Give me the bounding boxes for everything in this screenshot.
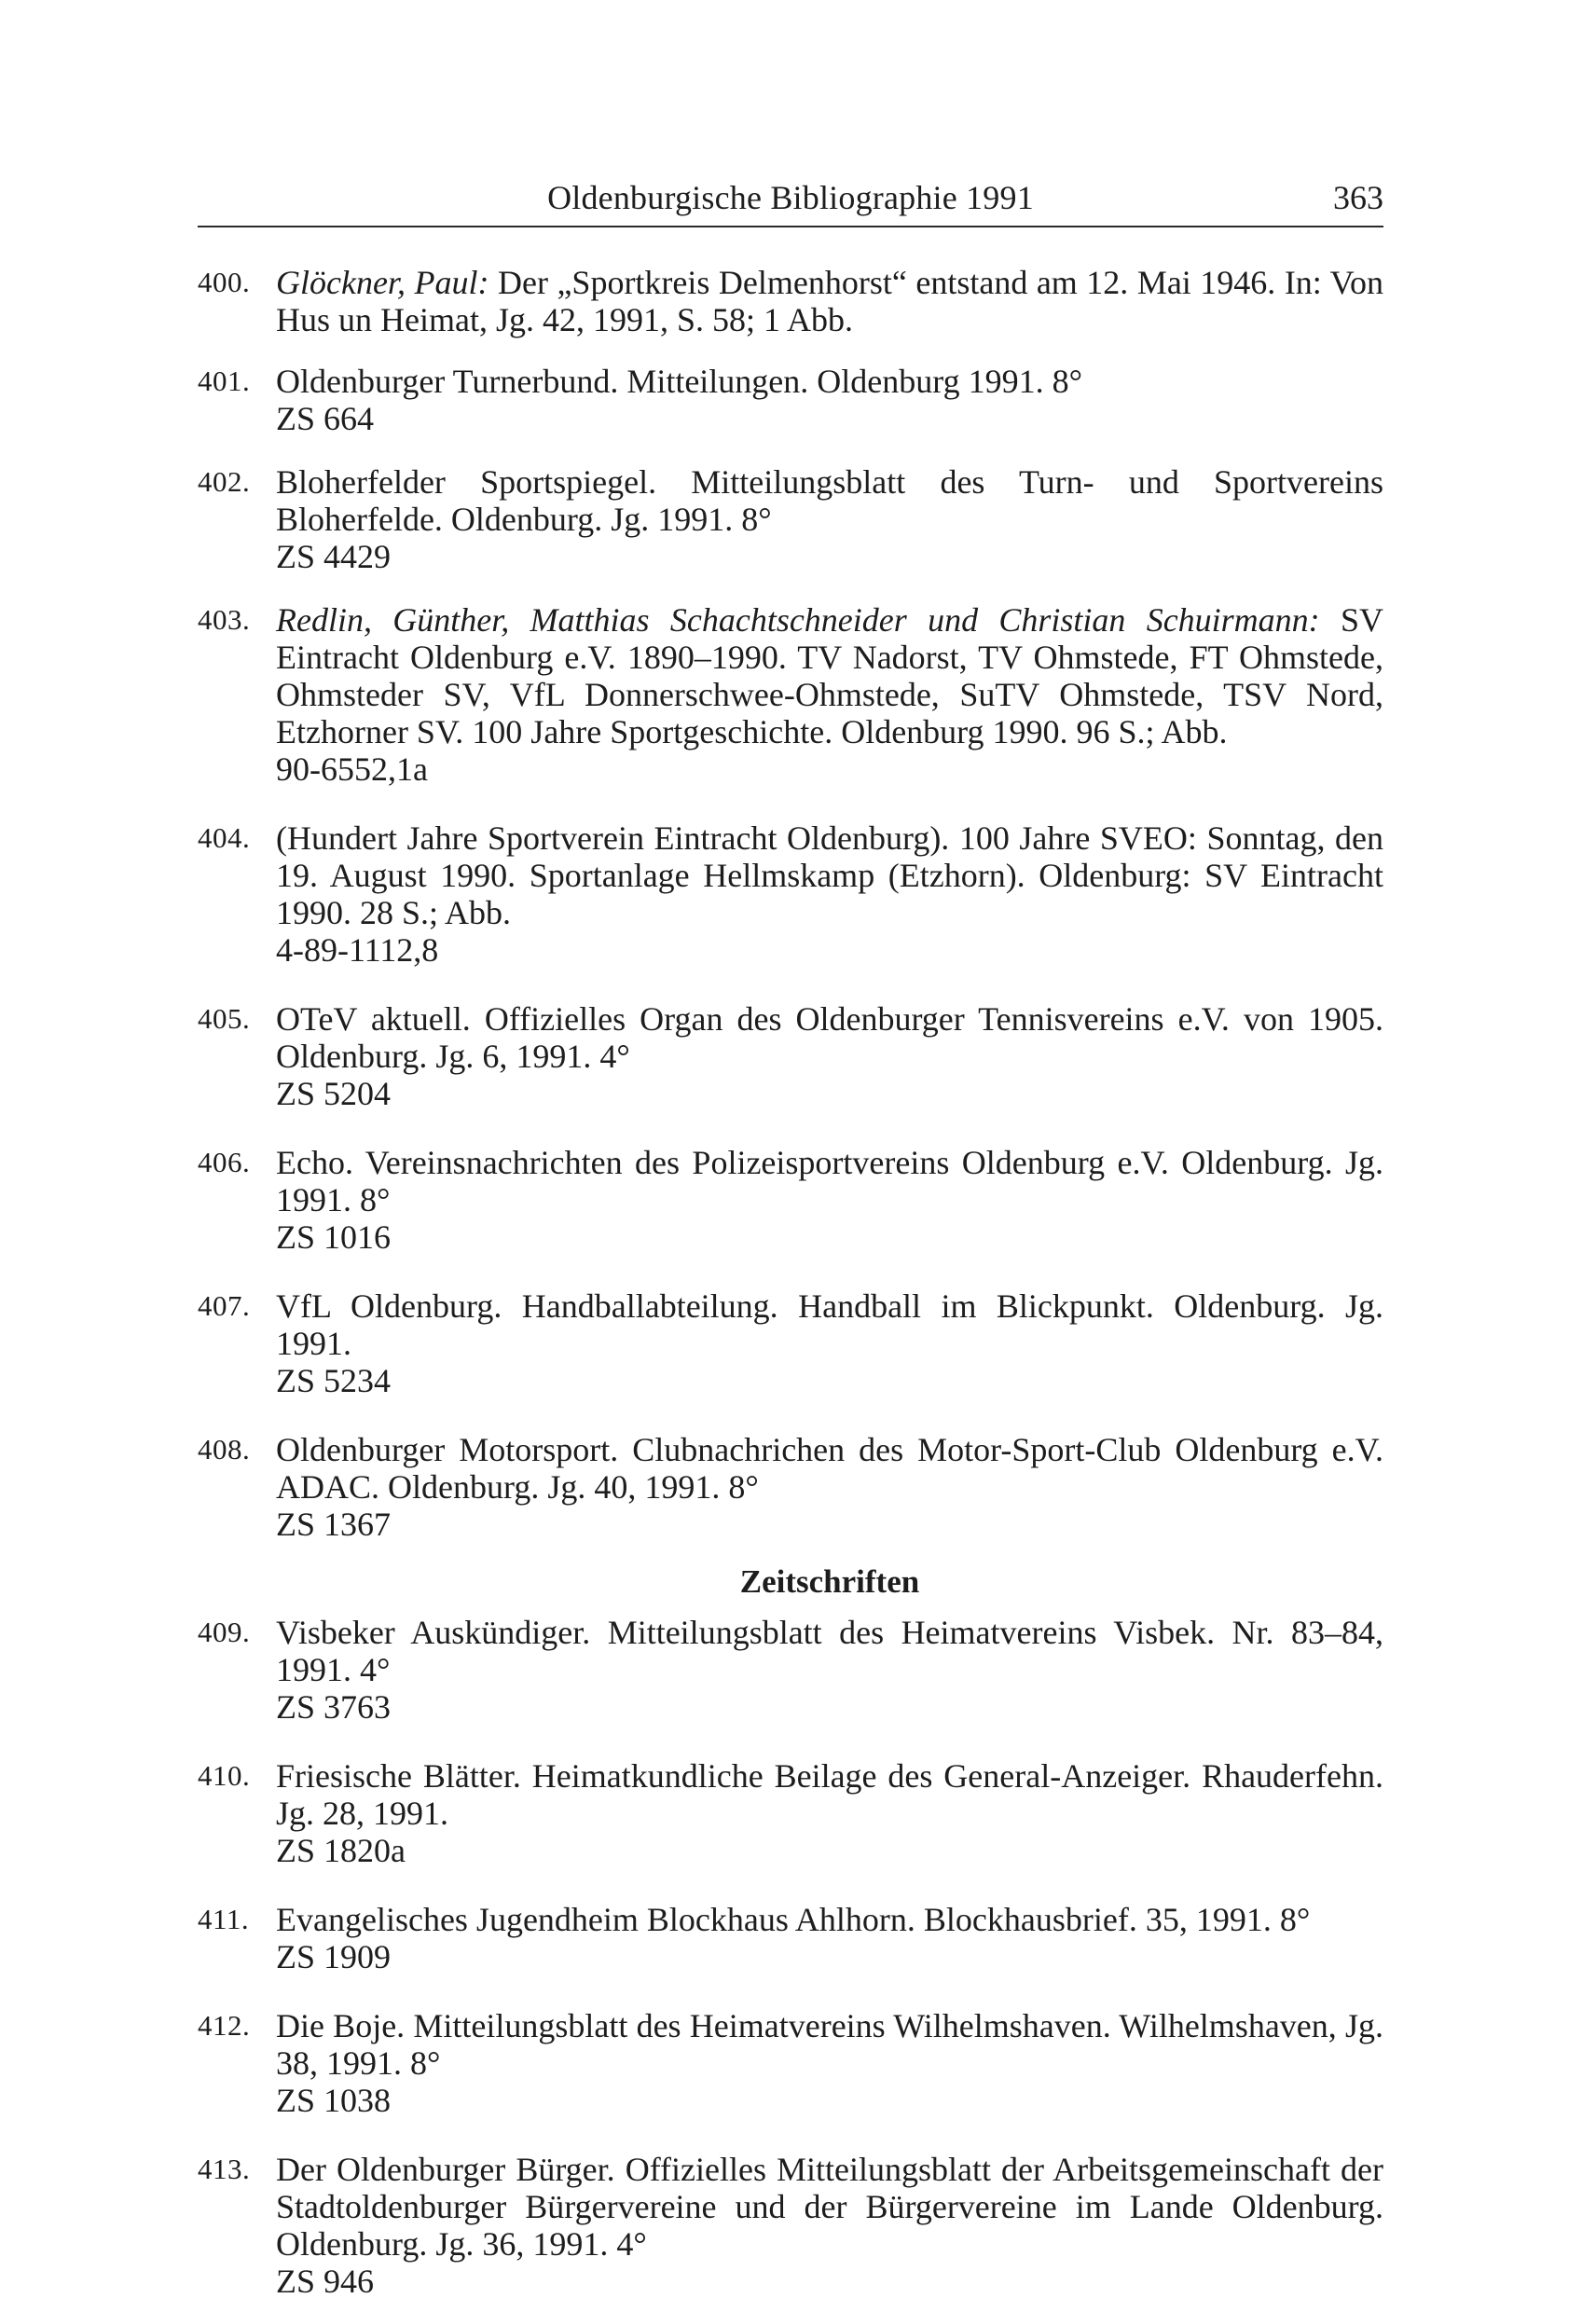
entry-description: SV Eintracht Oldenburg e.V. 1890–1990. TV Nadorst, TV Ohmstede, FT Ohmstede, Ohmsteder SV, VfL Donnerschwee-Ohmstede, SuTV Ohmstede, TSV Nord, Etzhorner SV. 100 Jahre Sportgeschichte. Oldenburg 1990. 96 S.; Abb. xyxy=(276,601,1384,750)
bibliography-list xyxy=(198,264,1383,2300)
entry-signature: ZS 1820a xyxy=(276,1832,406,1869)
entry-signature: ZS 664 xyxy=(276,400,375,437)
entry-description: Visbeker Auskündiger. Mitteilungsblatt des Heimatvereins Visbek. Nr. 83–84, 1991. 4° xyxy=(276,1614,1383,1688)
entry-signature: 4-89-1112,8 xyxy=(276,931,439,969)
entry-text xyxy=(276,264,1383,338)
entry-description: Friesische Blätter. Heimatkundliche Beilage des General-Anzeiger. Rhauderfehn. Jg. 28, 1991. xyxy=(276,1757,1383,1832)
bibliography-entry xyxy=(198,1144,1383,1256)
entry-number: 412. xyxy=(198,2009,251,2042)
section-heading: Zeitschriften xyxy=(739,1563,920,1600)
bibliography-entry xyxy=(198,2151,1383,2300)
entry-signature: ZS 4429 xyxy=(276,538,392,575)
entry-signature: ZS 946 xyxy=(276,2263,375,2300)
entry-number: 411. xyxy=(198,1903,250,1935)
entry-number: 408. xyxy=(198,1433,251,1466)
entry-number: 406. xyxy=(198,1146,251,1178)
running-header xyxy=(198,177,1383,227)
bibliography-entry xyxy=(198,2007,1383,2119)
bibliography-entry xyxy=(198,1287,1383,1399)
entry-number: 413. xyxy=(198,2153,251,2185)
entry-description: Der „Sportkreis Delmenhorst“ entstand am 12. Mai 1946. In: Von Hus un Heimat, Jg. 42, 1991, S. 58; 1 Abb. xyxy=(276,264,1384,338)
entry-signature: ZS 3763 xyxy=(276,1688,392,1726)
entry-description: Die Boje. Mitteilungsblatt des Heimatvereins Wilhelmshaven. Wilhelmshaven, Jg. 38, 1991. 8° xyxy=(276,2007,1383,2082)
entry-number: 404. xyxy=(198,821,251,854)
entry-description: Evangelisches Jugendheim Blockhaus Ahlhorn. Blockhausbrief. 35, 1991. 8° xyxy=(276,1901,1311,1938)
bibliography-entry xyxy=(198,264,1383,338)
entry-author: Glöckner, Paul: xyxy=(276,264,489,301)
entry-text xyxy=(276,601,1383,750)
entry-signature: 90-6552,1a xyxy=(276,750,428,788)
book-page xyxy=(198,0,1383,2312)
entry-signature: ZS 5204 xyxy=(276,1075,392,1112)
bibliography-entry xyxy=(198,1431,1383,1543)
entry-number: 410. xyxy=(198,1759,251,1792)
entry-signature: ZS 1038 xyxy=(276,2082,392,2119)
entry-signature: ZS 5234 xyxy=(276,1362,392,1399)
entry-number: 405. xyxy=(198,1002,251,1035)
entry-description: Bloherfelder Sportspiegel. Mitteilungsblatt des Turn- und Sportvereins Bloherfelde. Oldenburg. Jg. 1991. 8° xyxy=(276,463,1383,538)
entry-author: Redlin, Günther, Matthias Schachtschneider und Christian Schuirmann: xyxy=(276,601,1320,639)
entry-number: 409. xyxy=(198,1616,251,1648)
entry-signature: ZS 1016 xyxy=(276,1218,392,1256)
entry-description: Der Oldenburger Bürger. Offizielles Mitteilungsblatt der Arbeitsgemeinschaft der Stadtoldenburger Bürgervereine und der Bürgervereine im Lande Oldenburg. Oldenburg. Jg. 36, 1991. 4° xyxy=(276,2151,1383,2263)
bibliography-entry xyxy=(198,1614,1383,1726)
entry-number: 401. xyxy=(198,365,251,397)
entry-signature: ZS 1367 xyxy=(276,1506,392,1543)
bibliography-entry xyxy=(198,601,1383,788)
entry-number: 402. xyxy=(198,465,251,498)
page-number: 363 xyxy=(1333,179,1383,216)
running-title: Oldenburgische Bibliographie 1991 xyxy=(547,179,1034,216)
bibliography-entry xyxy=(198,1901,1383,1975)
entry-description: Echo. Vereinsnachrichten des Polizeisportvereins Oldenburg e.V. Oldenburg. Jg. 1991. 8° xyxy=(276,1144,1383,1218)
bibliography-entry xyxy=(198,363,1383,437)
entry-number: 407. xyxy=(198,1289,251,1322)
bibliography-entry xyxy=(198,819,1383,969)
entry-description: Oldenburger Motorsport. Clubnachrichen des Motor-Sport-Club Oldenburg e.V. ADAC. Oldenburg. Jg. 40, 1991. 8° xyxy=(276,1431,1383,1506)
entry-description: OTeV aktuell. Offizielles Organ des Oldenburger Tennisvereins e.V. von 1905. Oldenburg. Jg. 6, 1991. 4° xyxy=(276,1000,1383,1075)
entry-signature: ZS 1909 xyxy=(276,1938,392,1975)
bibliography-entry xyxy=(198,1757,1383,1869)
entry-description: VfL Oldenburg. Handballabteilung. Handball im Blickpunkt. Oldenburg. Jg. 1991. xyxy=(276,1287,1383,1362)
entry-number: 403. xyxy=(198,603,251,636)
entry-number: 400. xyxy=(198,266,251,298)
bibliography-entry xyxy=(198,1000,1383,1112)
bibliography-entry xyxy=(198,463,1383,575)
entry-description: Oldenburger Turnerbund. Mitteilungen. Oldenburg 1991. 8° xyxy=(276,363,1083,400)
entry-description: (Hundert Jahre Sportverein Eintracht Oldenburg). 100 Jahre SVEO: Sonntag, den 19. August 1990. Sportanlage Hellmskamp (Etzhorn). Oldenburg: SV Eintracht 1990. 28 S.; Abb. xyxy=(276,819,1383,931)
